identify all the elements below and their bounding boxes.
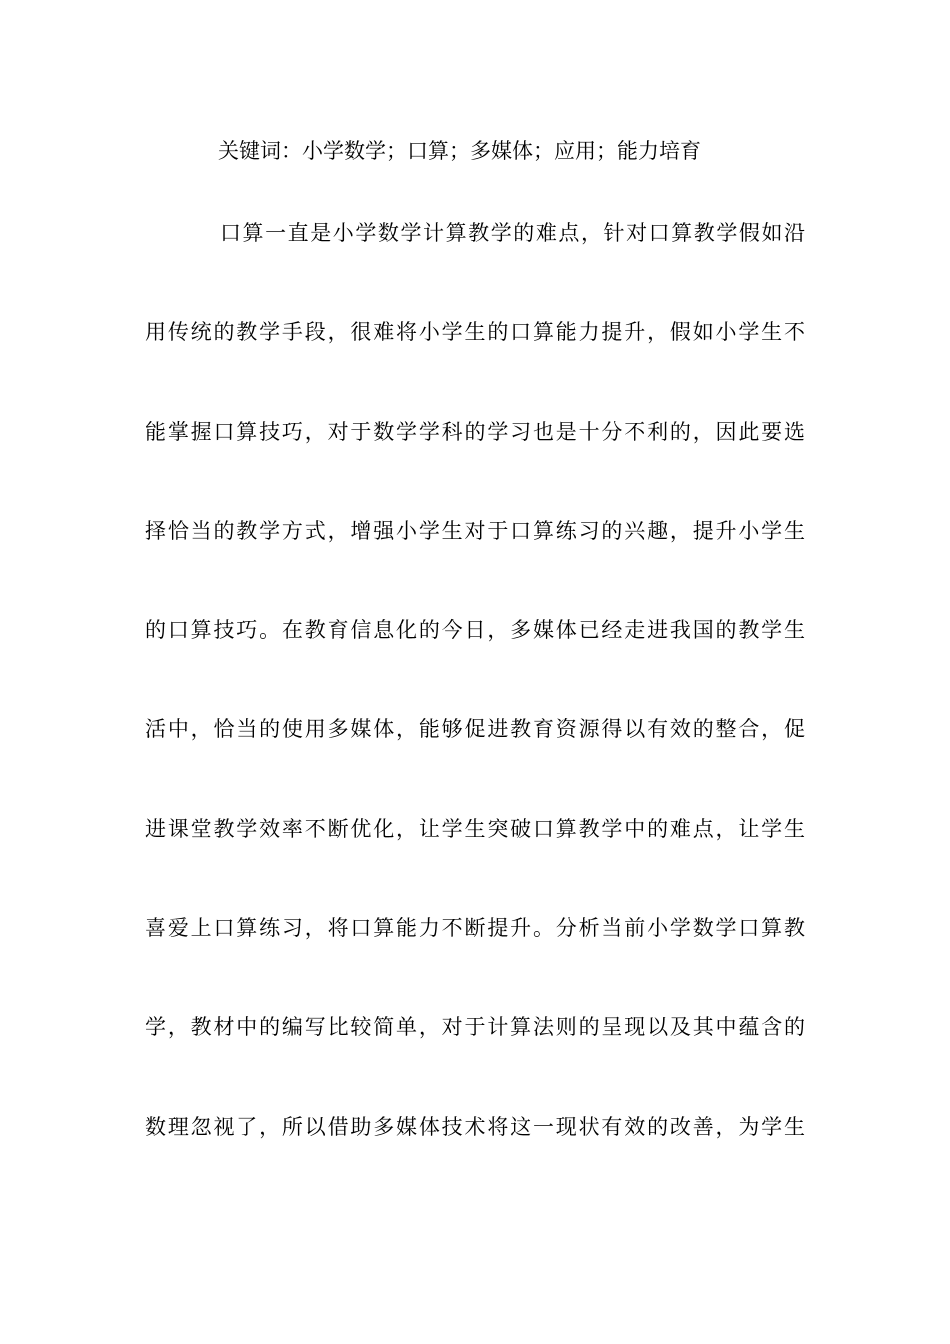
paragraph-line: 口算一直是小学数学计算教学的难点，针对口算教学假如沿 bbox=[220, 221, 805, 245]
paragraph-line: 活中，恰当的使用多媒体，能够促进教育资源得以有效的整合，促 bbox=[145, 717, 805, 741]
paragraph-line: 学，教材中的编写比较简单，对于计算法则的呈现以及其中蕴含的 bbox=[145, 1015, 805, 1039]
paragraph-line: 用传统的教学手段，很难将小学生的口算能力提升，假如小学生不 bbox=[145, 320, 805, 344]
paragraph-line: 择恰当的教学方式，增强小学生对于口算练习的兴趣，提升小学生 bbox=[145, 519, 805, 543]
paragraph-line: 数理忽视了，所以借助多媒体技术将这一现状有效的改善，为学生 bbox=[145, 1115, 805, 1139]
paragraph-line: 的口算技巧。在教育信息化的今日，多媒体已经走进我国的教学生 bbox=[145, 618, 805, 642]
keywords-line: 关键词：小学数学；口算；多媒体；应用；能力培育 bbox=[218, 139, 701, 163]
paragraph-line: 喜爱上口算练习，将口算能力不断提升。分析当前小学数学口算教 bbox=[145, 916, 805, 940]
paragraph-line: 进课堂教学效率不断优化，让学生突破口算教学中的难点，让学生 bbox=[145, 817, 805, 841]
paragraph-line: 能掌握口算技巧，对于数学学科的学习也是十分不利的，因此要选 bbox=[145, 420, 805, 444]
